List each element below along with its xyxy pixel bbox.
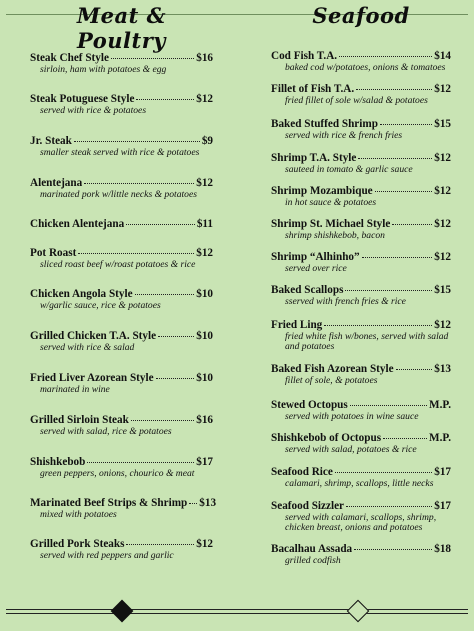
menu-item-price: $11 — [196, 218, 213, 230]
menu-item-name: Grilled Sirloin Steak — [30, 414, 129, 426]
menu-item-name: Fried Liver Azorean Style — [30, 372, 154, 384]
menu-item-name: Steak Potuguese Style — [30, 93, 135, 105]
menu-item — [30, 93, 213, 116]
menu-item-header — [30, 93, 213, 105]
dot-leader — [345, 290, 432, 291]
dot-leader — [346, 506, 432, 507]
menu-item-header — [30, 538, 213, 550]
menu-item-name: Shishkebob of Octopus — [271, 432, 382, 444]
bottom-rule — [6, 609, 468, 610]
menu-item-header — [271, 83, 451, 95]
menu-item-price: $12 — [434, 152, 451, 164]
menu-item-name: Chicken Alentejana — [30, 218, 125, 230]
dot-leader — [339, 56, 432, 57]
menu-item-name: Bacalhau Assada — [271, 543, 353, 555]
menu-item-description: fillet of sole, & potatoes — [285, 375, 378, 386]
menu-item-description: sliced roast beef w/roast potatoes & rice — [40, 259, 196, 270]
dot-leader — [87, 462, 194, 463]
menu-item-header — [271, 543, 451, 555]
menu-item-name: Baked Fish Azorean Style — [271, 363, 394, 375]
dot-leader — [324, 325, 432, 326]
menu-item-header — [30, 456, 213, 468]
dot-leader — [74, 141, 200, 142]
dot-leader — [78, 253, 194, 254]
menu-item — [271, 432, 451, 455]
menu-item-description: marinated pork w/little necks & potatoes — [40, 189, 197, 200]
menu-item-price: M.P. — [429, 432, 451, 444]
dot-leader — [84, 183, 194, 184]
menu-item — [30, 456, 213, 479]
menu-item-price: $12 — [434, 218, 451, 230]
menu-item-header — [271, 118, 451, 130]
menu-item-header — [271, 251, 451, 263]
menu-item-description: sauteed in tomato & garlic sauce — [285, 164, 413, 175]
menu-item-header — [30, 414, 213, 426]
menu-item-name: Fried Ling — [271, 319, 323, 331]
menu-item-header — [271, 50, 451, 62]
menu-item-price: $10 — [196, 372, 213, 384]
diamond-ornament-left-icon — [111, 600, 134, 623]
dot-leader — [350, 405, 427, 406]
dot-leader — [158, 336, 194, 337]
menu-item — [271, 500, 451, 533]
menu-item — [271, 284, 451, 307]
menu-item-price: $16 — [196, 414, 213, 426]
menu-item-header — [271, 363, 451, 375]
menu-item — [30, 538, 213, 561]
menu-item — [271, 399, 451, 422]
menu-item-description: in hot sauce & potatoes — [285, 197, 377, 208]
menu-item-description: shrimp shishkebob, bacon — [285, 230, 385, 241]
menu-item — [30, 218, 213, 230]
section-title-meat: Meat & Poultry — [76, 3, 167, 53]
dot-leader — [375, 191, 433, 192]
dot-leader — [189, 503, 197, 504]
menu-item-header — [271, 432, 451, 444]
menu-item-name: Shrimp St. Michael Style — [271, 218, 391, 230]
menu-item-name: Baked Stuffed Shrimp — [271, 118, 378, 130]
menu-item — [271, 251, 451, 274]
menu-item-name: Pot Roast — [30, 247, 77, 259]
menu-item-price: $17 — [196, 456, 213, 468]
menu-item-header — [271, 466, 451, 478]
menu-item — [271, 118, 451, 141]
menu-item — [30, 497, 217, 520]
menu-item-header — [271, 152, 451, 164]
menu-item-price: $12 — [196, 247, 213, 259]
dot-leader — [383, 438, 427, 439]
dot-leader — [126, 544, 194, 545]
menu-item-price: $12 — [434, 251, 451, 263]
menu-item-header — [271, 218, 451, 230]
menu-item-header — [30, 497, 217, 509]
dot-leader — [354, 549, 432, 550]
menu-item-description: calamari, shrimp, scallops, little necks — [285, 478, 434, 489]
menu-item-description: mixed with potatoes — [40, 509, 117, 520]
menu-item-price: $13 — [199, 497, 217, 509]
menu-item-description: grilled codfish — [285, 555, 341, 566]
menu-item-header — [30, 177, 213, 189]
menu-item-name: Seafood Sizzler — [271, 500, 345, 512]
menu-item — [271, 319, 451, 352]
menu-item — [30, 247, 213, 270]
menu-item-header — [30, 218, 213, 230]
dot-leader — [335, 472, 432, 473]
menu-item-name: Shishkebob — [30, 456, 86, 468]
menu-item-name: Shrimp T.A. Style — [271, 152, 357, 164]
menu-item-header — [30, 372, 213, 384]
dot-leader — [131, 420, 194, 421]
menu-item-price: $17 — [434, 466, 451, 478]
seafood-section — [271, 0, 451, 566]
menu-item-name: Chicken Angola Style — [30, 288, 133, 300]
menu-item-price: $16 — [196, 52, 213, 64]
menu-item-description: w/garlic sauce, rice & potatoes — [40, 300, 161, 311]
menu-item — [271, 218, 451, 241]
menu-item-price: $12 — [434, 83, 451, 95]
menu-item-price: $15 — [434, 284, 451, 296]
menu-item-header — [271, 399, 451, 411]
menu-item-price: $10 — [196, 288, 213, 300]
menu-item — [271, 185, 451, 208]
menu-item-price: $9 — [201, 135, 213, 147]
menu-item-name: Alentejana — [30, 177, 83, 189]
dot-leader — [358, 158, 432, 159]
menu-item-header — [30, 247, 213, 259]
dot-leader — [396, 369, 433, 370]
menu-item-name: Marinated Beef Strips & Shrimp — [30, 497, 188, 509]
menu-item-name: Baked Scallops — [271, 284, 344, 296]
menu-item-header — [30, 135, 213, 147]
menu-item-header — [30, 330, 213, 342]
menu-item — [271, 50, 451, 73]
menu-item-description: green peppers, onions, chourico & meat — [40, 468, 195, 479]
dot-leader — [392, 224, 432, 225]
menu-item-header — [30, 288, 213, 300]
menu-item-header — [30, 52, 213, 64]
menu-item-description: fried fillet of sole w/salad & potatoes — [285, 95, 428, 106]
dot-leader — [380, 124, 432, 125]
dot-leader — [126, 224, 195, 225]
menu-item-header — [271, 319, 451, 331]
menu-item-description: served with calamari, scallops, shrimp, chicken breast, onions and potatoes — [285, 512, 437, 533]
menu-item-price: $12 — [196, 93, 213, 105]
menu-item-name: Stewed Octopus — [271, 399, 348, 411]
menu-item-name: Shrimp Mozambique — [271, 185, 373, 197]
section-title-seafood: Seafood — [312, 3, 410, 28]
menu-item — [30, 52, 213, 75]
bottom-rule-thin — [6, 613, 468, 614]
menu-item-description: served with rice & potatoes — [40, 105, 147, 116]
menu-item-price: $18 — [434, 543, 451, 555]
menu-item-name: Seafood Rice — [271, 466, 333, 478]
dot-leader — [356, 89, 432, 90]
menu-item — [271, 83, 451, 106]
menu-item-price: $12 — [434, 319, 451, 331]
menu-item — [271, 363, 451, 386]
menu-item-description: baked cod w/potatoes, onions & tomatoes — [285, 62, 446, 73]
dot-leader — [136, 99, 194, 100]
menu-item-description: sserved with french fries & rice — [285, 296, 406, 307]
dot-leader — [156, 378, 195, 379]
menu-item-name: Shrimp “Alhinho” — [271, 251, 360, 263]
menu-item — [271, 152, 451, 175]
menu-item-header — [271, 284, 451, 296]
menu-item-price: $14 — [434, 50, 451, 62]
dot-leader — [111, 58, 194, 59]
menu-item-description: served with salad, rice & potatoes — [40, 426, 172, 437]
menu-item-description: served with rice & french fries — [285, 130, 403, 141]
menu-item-price: $15 — [434, 118, 451, 130]
diamond-ornament-right-icon — [347, 600, 370, 623]
menu-item-description: served with salad, potatoes & rice — [285, 444, 417, 455]
menu-item-description: served over rice — [285, 263, 347, 274]
menu-item — [30, 414, 213, 437]
meat-poultry-section — [30, 0, 217, 561]
menu-item-price: $17 — [434, 500, 451, 512]
menu-item-description: marinated in wine — [40, 384, 110, 395]
menu-item — [271, 466, 451, 489]
menu-item — [271, 543, 451, 566]
menu-item-description: smaller steak served with rice & potatoes — [40, 147, 200, 158]
menu-item-price: $13 — [434, 363, 451, 375]
menu-item-price: $12 — [434, 185, 451, 197]
menu-item-description: sirloin, ham with potatoes & egg — [40, 64, 167, 75]
menu-item-name: Cod Fish T.A. — [271, 50, 338, 62]
menu-item-header — [271, 185, 451, 197]
menu-item-description: fried white fish w/bones, served with salad and potatoes — [285, 331, 449, 352]
menu-item-price: $10 — [196, 330, 213, 342]
menu-item-price: M.P. — [429, 399, 451, 411]
menu-item — [30, 330, 213, 353]
menu-item-name: Grilled Chicken T.A. Style — [30, 330, 157, 342]
menu-item-description: served with rice & salad — [40, 342, 135, 353]
menu-item-name: Jr. Steak — [30, 135, 72, 147]
menu-item-name: Grilled Pork Steaks — [30, 538, 125, 550]
menu-item-name: Fillet of Fish T.A. — [271, 83, 355, 95]
menu-item — [30, 177, 213, 200]
menu-item-price: $12 — [196, 538, 213, 550]
dot-leader — [362, 257, 433, 258]
menu-item-name: Steak Chef Style — [30, 52, 109, 64]
menu-item — [30, 288, 213, 311]
menu-item-description: served with red peppers and garlic — [40, 550, 174, 561]
dot-leader — [135, 294, 195, 295]
menu-item-header — [271, 500, 451, 512]
menu-item — [30, 372, 213, 395]
menu-item-description: served with potatoes in wine sauce — [285, 411, 419, 422]
menu-item — [30, 135, 213, 158]
menu-item-price: $12 — [196, 177, 213, 189]
